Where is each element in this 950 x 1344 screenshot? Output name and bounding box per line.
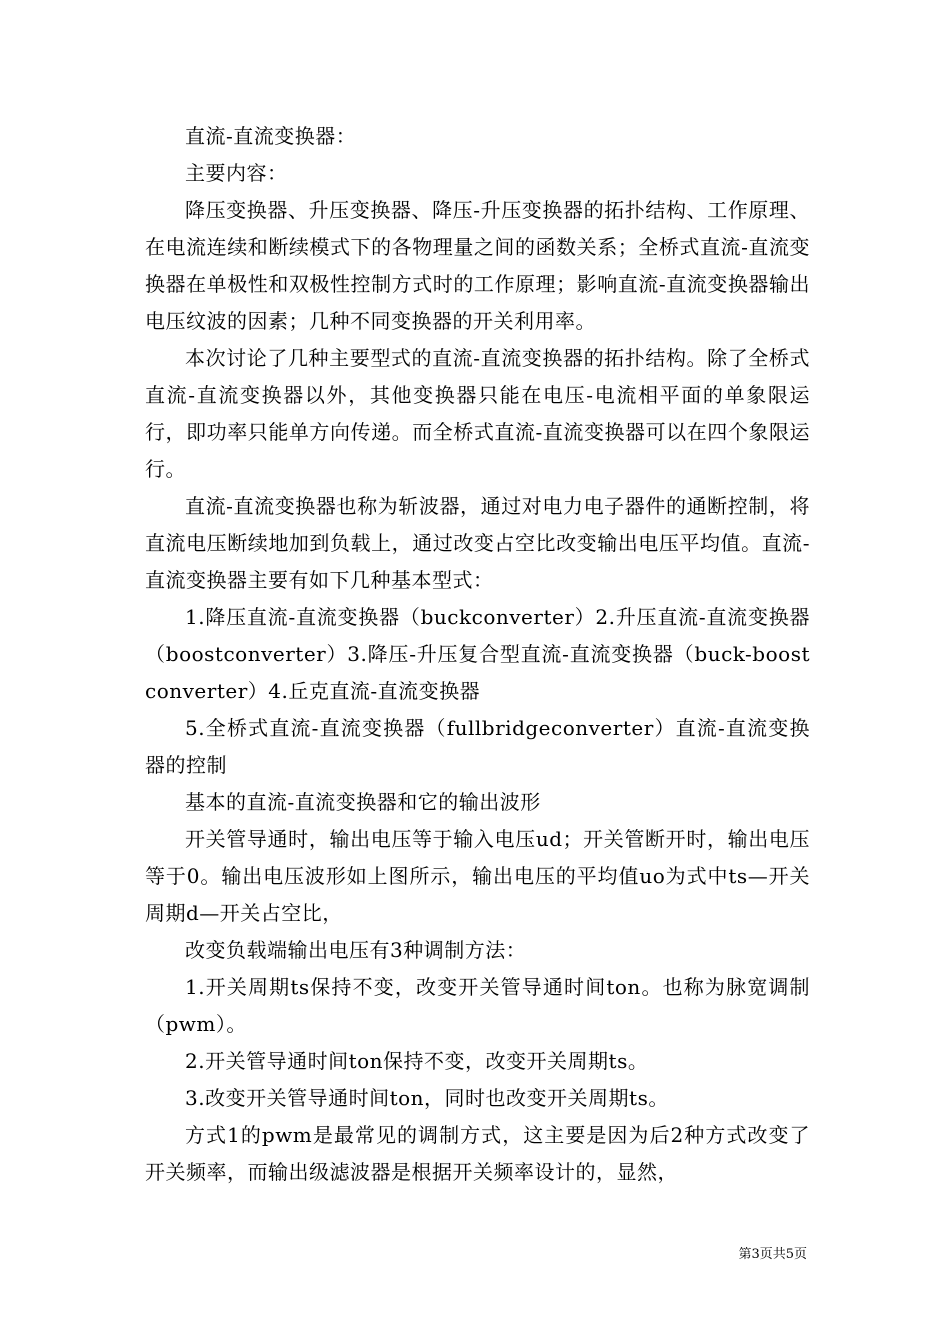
paragraph-method-1: 1.开关周期ts保持不变，改变开关管导通时间ton。也称为脉宽调制（pwm）。 [145,975,810,1036]
document-body [145,118,810,1191]
paragraph-pwm-explanation: 方式1的pwm是最常见的调制方式，这主要是因为后2种方式改变了开关频率，而输出级滤波器是根据开关频率设计的，显然， [145,1123,810,1184]
paragraph-converter-types: 1.降压直流-直流变换器（buckconverter）2.升压直流-直流变换器（boostconverter）3.降压-升压复合型直流-直流变换器（buck-boostconverter）4.丘克直流-直流变换器 [145,605,810,703]
paragraph-fullbridge-control: 5.全桥式直流-直流变换器（fullbridgeconverter）直流-直流变换器的控制 [145,716,810,777]
paragraph-topology-summary: 本次讨论了几种主要型式的直流-直流变换器的拓扑结构。除了全桥式直流-直流变换器以外，其他变换器只能在电压-电流相平面的单象限运行，即功率只能单方向传递。而全桥式直流-直流变换器可以在四个象限运行。 [145,346,810,481]
paragraph-method-3: 3.改变开关管导通时间ton，同时也改变开关周期ts。 [185,1086,669,1110]
paragraph-chopper-intro: 直流-直流变换器也称为斩波器，通过对电力电子器件的通断控制，将直流电压断续地加到负载上，通过改变占空比改变输出电压平均值。直流-直流变换器主要有如下几种基本型式： [145,494,810,592]
paragraph-method-2: 2.开关管导通时间ton保持不变，改变开关周期ts。 [185,1049,649,1073]
paragraph-switch-behavior: 开关管导通时，输出电压等于输入电压ud；开关管断开时，输出电压等于0。输出电压波形如上图所示，输出电压的平均值uo为式中ts—开关周期d—开关占空比， [145,827,810,925]
paragraph-basic-waveform: 基本的直流-直流变换器和它的输出波形 [185,790,541,814]
paragraph-main-content: 降压变换器、升压变换器、降压-升压变换器的拓扑结构、工作原理、在电流连续和断续模式下的各物理量之间的函数关系；全桥式直流-直流变换器在单极性和双极性控制方式时的工作原理；影响直流-直流变换器输出电压纹波的因素；几种不同变换器的开关利用率。 [145,198,810,333]
page-number: 第3页共5页 [738,1247,807,1262]
paragraph-modulation-methods: 改变负载端输出电压有3种调制方法： [185,938,527,962]
paragraph-main-content-label: 主要内容： [185,161,288,185]
paragraph-heading-dcdc: 直流-直流变换器： [185,124,357,148]
